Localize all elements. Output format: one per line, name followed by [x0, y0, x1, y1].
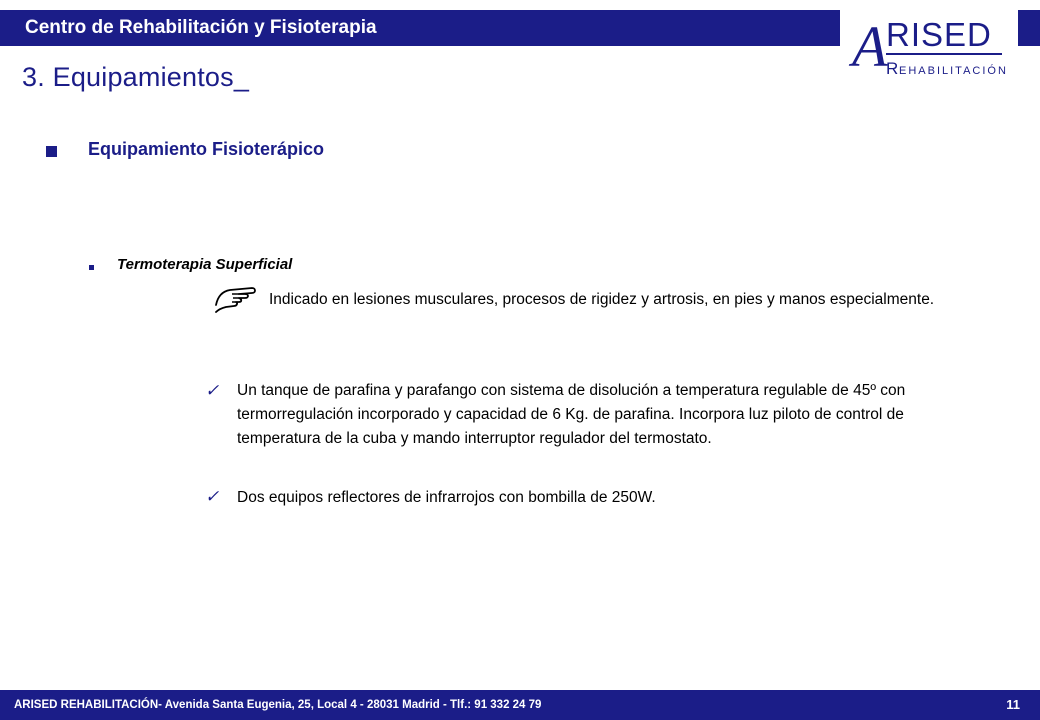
- subsection-title: Termoterapia Superficial: [117, 256, 293, 273]
- check-icon: ✓: [205, 381, 220, 400]
- small-square-bullet-icon: [89, 265, 94, 270]
- header-banner: [0, 10, 840, 46]
- section-subtitle: Equipamiento Fisioterápico: [88, 139, 325, 159]
- footer-bar: [0, 690, 1040, 720]
- indication-text: Indicado en lesiones musculares, procesos de rigidez y artrosis, en pies y manos especialmente.: [269, 291, 935, 308]
- equipment-item-1: Un tanque de parafina y parafango con sistema de disolución a temperatura regulable de 45º con termorregulación incorporado y capacidad de 6 Kg. de parafina. Incorpora luz piloto de control de temperatura de la cuba y mando interruptor regulador del termostato.: [237, 382, 906, 447]
- check-icon: ✓: [205, 487, 220, 506]
- center-name: Centro de Rehabilitación y Fisioterapia: [25, 17, 377, 38]
- logo-sub-initial: R: [886, 59, 899, 78]
- logo-letter: A: [852, 14, 888, 79]
- page-title: 3. Equipamientos_: [22, 62, 250, 92]
- equipment-item-2: Dos equipos reflectores de infrarrojos con bombilla de 250W.: [237, 489, 656, 506]
- page-number: 11: [1006, 697, 1020, 712]
- footer-address: ARISED REHABILITACIÓN- Avenida Santa Eugenia, 25, Local 4 - 28031 Madrid - Tlf.: 91 332 24 79: [14, 699, 542, 711]
- logo-main-text: RISED: [886, 16, 992, 53]
- square-bullet-icon: [46, 146, 57, 157]
- arised-logo: [846, 8, 1036, 80]
- logo-sub-text: EHABILITACIÓN: [899, 65, 1008, 77]
